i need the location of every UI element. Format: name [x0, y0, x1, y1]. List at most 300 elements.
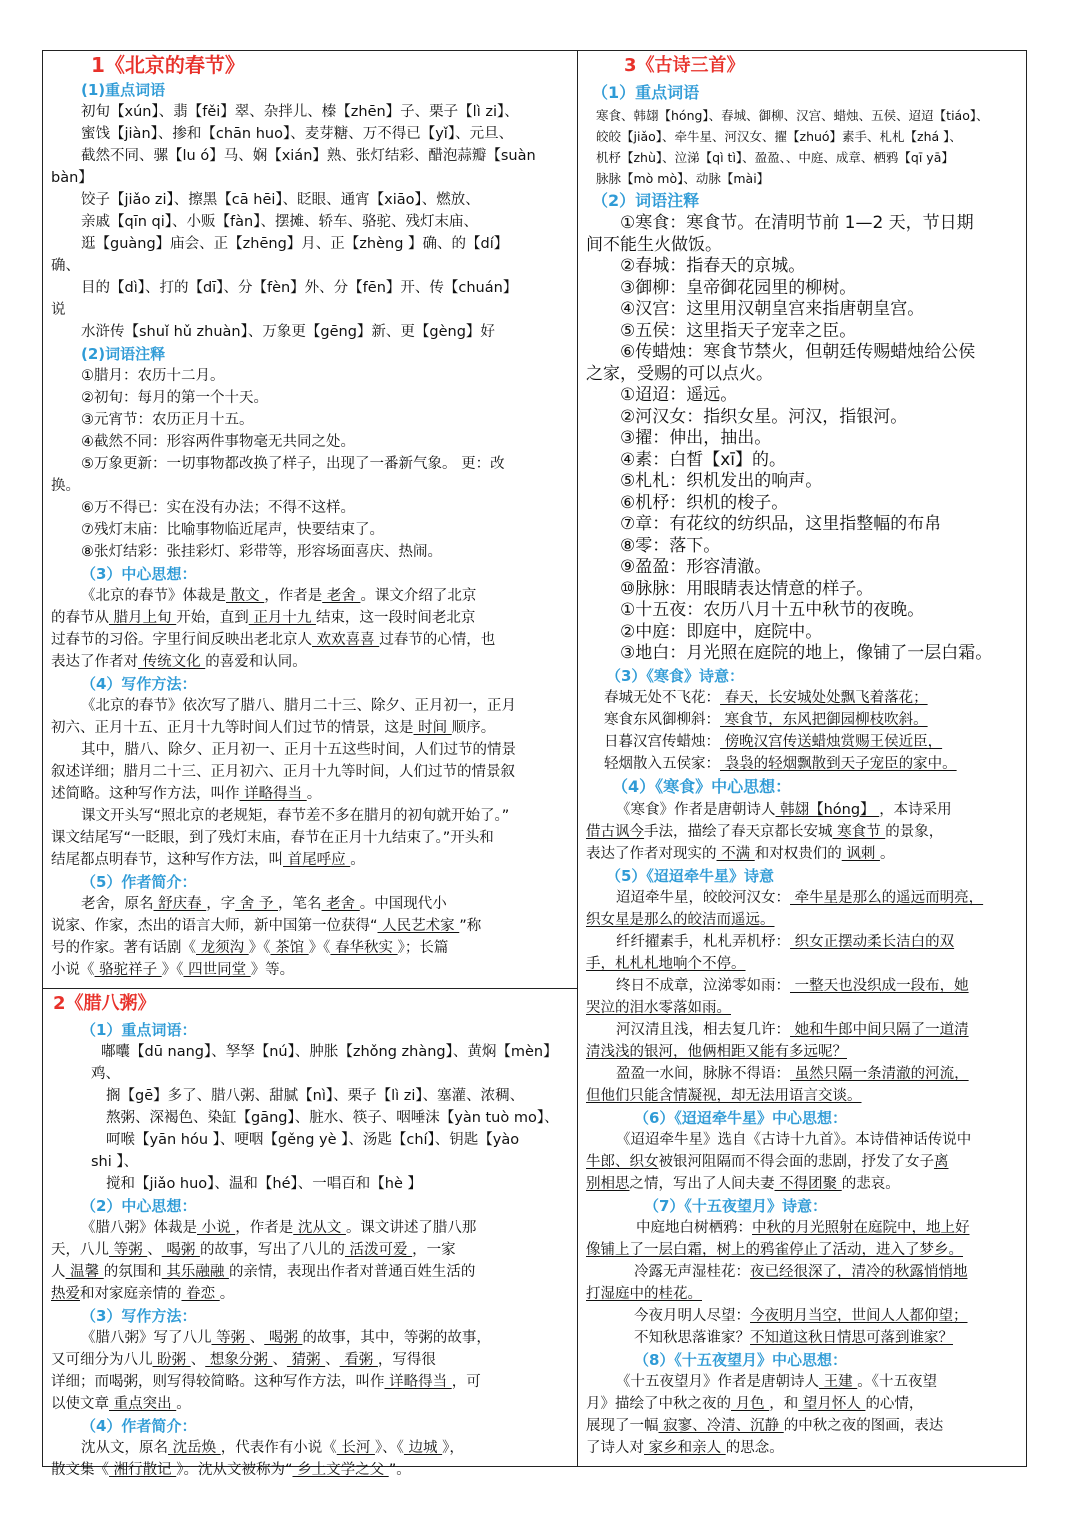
answer-blank: 今夜明月当空，世间人人都仰望； [750, 1307, 968, 1324]
answer-blank: 王建 [819, 1373, 858, 1390]
answer-blank: 织女星是那么的皎洁而遥远。 [586, 911, 775, 928]
lesson-1-vocab [51, 101, 571, 343]
center-line [51, 607, 571, 629]
poem-line [586, 1019, 1022, 1041]
text-segment: 、 [190, 1352, 206, 1368]
lesson-1-section [51, 53, 571, 983]
text-segment: 结束，这一段时间老北京 [315, 610, 476, 626]
vocab-line: 鸡、 [91, 1066, 120, 1082]
note-line: ②春城：指春天的京城。 [620, 256, 806, 276]
study-sheet [42, 50, 1027, 1478]
vocab-line: 机杼【zhù】、泣涕【qì tì】、盈盈、、中庭、成章、栖鸦【qī yā】 [596, 150, 954, 165]
text-segment: 的中秋之夜的图画，表达 [783, 1417, 944, 1434]
method-line [51, 695, 571, 717]
center-line [586, 1173, 1022, 1195]
note-line: ⑤五侯：这里指天子宠幸之臣。 [620, 320, 857, 341]
answer-blank: 看粥 [339, 1352, 378, 1368]
text-segment: 顺序。 [451, 720, 496, 736]
text-segment: 盈盈一水间，脉脉不得语： [616, 1065, 790, 1082]
poem-line [586, 709, 1022, 731]
text-segment: 、 [249, 1330, 265, 1346]
text-segment: 其中，腊八、除夕、正月初一、正月十五这些时间，人们过节的情景 [81, 742, 516, 758]
vocab-line: 呵喉【yān hóu 】、哽咽【gěng yè 】、汤匙【chí】、钥匙【yào [106, 1132, 520, 1148]
lesson-1-notes [51, 365, 571, 563]
lesson-1-vocab-heading: (1)重点词语 [81, 81, 166, 99]
note-line: ⑩脉脉：用眼睛表达情意的样子。 [620, 578, 874, 599]
lesson-1-author-intro [51, 893, 571, 981]
poem-line [586, 1041, 1022, 1063]
answer-blank: 清浅浅的银河，他俩相距又能有多远呢？ [586, 1043, 847, 1060]
center-line [586, 821, 1022, 843]
answer-blank: 牵牛星是那么的遥远而明亮， [790, 889, 984, 906]
text-segment: 的春节从 [51, 610, 109, 626]
text-segment: 《腊八粥》体裁是 [81, 1220, 197, 1236]
shiwu-poem-heading: （7）《十五夜望月》诗意： [644, 1196, 827, 1215]
answer-blank: 月色 [731, 1395, 770, 1412]
shiwu-center-idea [586, 1371, 1022, 1459]
text-segment: ，本诗采用 [879, 801, 952, 818]
answer-blank: 讽刺 [841, 845, 880, 862]
hanshi-center-idea [586, 799, 1022, 865]
text-segment: 、 [325, 1352, 340, 1368]
answer-blank: 正月十九 [248, 610, 316, 626]
lesson-3-notes [586, 213, 1022, 665]
text-segment: 冷露无声湿桂花： [634, 1263, 750, 1280]
lesson-3-notes-heading: （2）词语注释 [592, 191, 700, 210]
text-segment: 。 [219, 1286, 235, 1302]
text-segment: 纤纤擢素手，札札弄机杼： [616, 933, 790, 950]
lesson-2-center-idea [51, 1217, 571, 1305]
answer-blank: 不得团聚 [774, 1175, 842, 1192]
vocab-line: bàn】 [51, 170, 93, 186]
text-segment: 》。沈从文被称为“ [176, 1462, 293, 1478]
text-segment: 》， [442, 1440, 464, 1456]
tiaotiao-center-idea [586, 1129, 1022, 1195]
text-segment: 《腊八粥》写了八儿 [81, 1330, 212, 1346]
text-segment: 寒食东风御柳斜： [604, 711, 720, 728]
text-segment: 号的作家。著有话剧《 [51, 940, 196, 956]
shiwu-poem-meaning [586, 1217, 1022, 1349]
column-divider [577, 51, 578, 1466]
answer-blank: 寒食节 [832, 823, 886, 840]
text-segment: 课文结尾写“一眨眼，到了残灯末庙，春节在正月十九结束了。”开头和 [51, 830, 494, 846]
lesson-1-notes-heading: (2)词语注释 [81, 345, 166, 363]
note-line: ⑤万象更新：一切事物都改换了样子，出现了一番新气象。 更：改 [81, 456, 505, 472]
text-segment: 轻烟散入五侯家： [604, 755, 720, 772]
answer-blank: 袅袅的轻烟飘散到天子宠臣的家中。 [720, 755, 957, 772]
text-segment: 被银河阻隔而不得会面的悲剧，抒发了女子 [658, 1153, 934, 1170]
vocab-line: 脉脉【mò mò】、动脉【mài】 [596, 171, 770, 186]
text-segment: ”。 [388, 1462, 411, 1478]
text-segment: 中庭地白树栖鸦： [636, 1219, 752, 1236]
note-line: 换。 [51, 478, 80, 494]
answer-blank: 但他们只能含情凝视，却无法用语言交谈。 [586, 1087, 862, 1104]
text-segment: ”称 [459, 918, 482, 934]
center-line [51, 1239, 571, 1261]
center-line [51, 629, 571, 651]
answer-blank: 茶馆 [270, 940, 309, 956]
poem-line [586, 931, 1022, 953]
poem-line [586, 975, 1022, 997]
answer-blank: 像铺上了一层白霜，树上的鸦雀停止了活动，进入了梦乡。 [586, 1241, 963, 1258]
center-line [51, 651, 571, 673]
text-segment: 春城无处不飞花： [604, 689, 720, 706]
answer-blank: 盼粥 [152, 1352, 191, 1368]
answer-blank: 舍 予 [235, 896, 279, 912]
tiaotiao-center-heading: （6）《迢迢牵牛星》中心思想： [634, 1108, 847, 1127]
answer-blank: 春天，长安城处处飘飞着落花； [720, 689, 928, 706]
center-line [586, 1437, 1022, 1459]
note-line: ⑦章：有花纹的纺织品，这里指整幅的布帛 [620, 514, 942, 534]
note-line: ②中庭：即庭中，庭院中。 [620, 621, 823, 642]
text-segment: 》等。 [250, 962, 295, 978]
answer-blank: 想象分粥 [205, 1352, 273, 1368]
vocab-line: 初旬【xún】、翡【fěi】翠、杂拌儿、榛【zhēn】子、栗子【lì zi】、 [81, 104, 519, 120]
answer-blank: 织女正摆动柔长洁白的双 [790, 933, 955, 950]
text-segment: 和对权贵们的 [754, 845, 842, 862]
answer-blank: 望月怀人 [798, 1395, 866, 1412]
answer-blank: 不知道这秋日情思可落到谁家？ [750, 1329, 953, 1346]
lesson-1-method-heading: （4）写作方法： [81, 675, 197, 693]
text-segment: 》、《 [374, 1440, 404, 1456]
answer-blank: 她和牛郎中间只隔了一道清 [790, 1021, 969, 1038]
text-segment: 的心情， [865, 1395, 924, 1412]
text-segment: 和对家庭亲情的 [80, 1286, 182, 1302]
center-line [586, 1371, 1022, 1393]
center-line [586, 1129, 1022, 1151]
vocab-line: 说 [51, 302, 66, 318]
vocab-line: 截然不同、骡【lu ó】马、娴【xián】熟、张灯结彩、醋泡蒜瓣【suàn [81, 148, 536, 164]
answer-blank: 夜已经很深了，清冷的秋露悄悄地 [750, 1263, 968, 1280]
note-line: ⑤札札：织机发出的响声。 [620, 471, 823, 491]
lesson-3-vocab-heading: （1）重点词语 [592, 83, 700, 102]
answer-blank: 重点突出 [109, 1396, 177, 1412]
answer-blank: 虽然只隔一条清澈的河流， [790, 1065, 969, 1082]
answer-blank: 牛郎、织女 [586, 1153, 659, 1170]
text-segment: 人 [51, 1264, 66, 1280]
text-segment: 。 [176, 1396, 191, 1412]
answer-blank: 等粥 [211, 1330, 250, 1346]
poem-line [586, 909, 1022, 931]
text-segment: 表达了作者对 [51, 654, 138, 670]
method-line [51, 805, 571, 827]
answer-blank: 傍晚汉宫传送蜡烛赏赐王侯近臣， [720, 733, 943, 750]
text-segment: 开始，直到 [176, 610, 249, 626]
center-line [51, 1283, 571, 1305]
method-line [51, 1327, 571, 1349]
text-segment: 的景象， [885, 823, 944, 840]
text-segment: 日暮汉宫传蜡烛： [604, 733, 720, 750]
answer-blank: 小说 [197, 1220, 236, 1236]
text-segment: 。课文讲述了腊八那 [345, 1220, 477, 1236]
answer-blank: 沈从文 [293, 1220, 346, 1236]
center-line [586, 799, 1022, 821]
answer-blank: 等粥 [109, 1242, 148, 1258]
text-segment: 、 [272, 1352, 287, 1368]
poem-line [586, 1085, 1022, 1107]
answer-blank: 老舍 [321, 896, 360, 912]
text-segment: 。中国现代小 [359, 896, 447, 912]
method-line [51, 1393, 571, 1415]
text-segment: 了诗人对 [586, 1439, 644, 1456]
note-line: ①腊月：农历十二月。 [81, 368, 225, 384]
answer-blank: 一整天也没织成一段布，她 [790, 977, 969, 994]
answer-blank: 哭泣的泪水零落如雨。 [586, 999, 731, 1016]
note-line: ③地白：月光照在庭院的地上，像铺了一层白霜。 [620, 643, 993, 663]
note-line: ③擢：伸出，抽出。 [620, 428, 772, 448]
answer-blank: 眷恋 [181, 1286, 220, 1302]
text-segment: 表达了作者对现实的 [586, 845, 717, 862]
lesson-1-title: 1《北京的春节》 [91, 53, 245, 77]
vocab-line: 目的【dì】、打的【dī】、分【fèn】外、分【fēn】开、传【chuán】 [81, 280, 518, 296]
answer-blank: 手，札札札地响个不停。 [586, 955, 746, 972]
text-segment: 《北京的春节》依次写了腊八、腊月二十三、除夕、正月初一，正月 [81, 698, 516, 714]
answer-blank: 沈岳焕 [168, 1440, 221, 1456]
answer-blank: 别相思 [586, 1175, 630, 1192]
text-segment: 迢迢牵牛星，皎皎河汉女： [616, 889, 790, 906]
note-line: ④素：白皙【xī】的。 [620, 449, 787, 470]
author-line [51, 1459, 571, 1481]
answer-blank: 传统文化 [138, 654, 206, 670]
answer-blank: 其乐融融 [161, 1264, 229, 1280]
poem-line [586, 1327, 1022, 1349]
text-segment: 初六、正月十五、正月十九等时间人们过节的情景，这是 [51, 720, 414, 736]
vocab-line: 饺子【jiǎo zi】、擦黑【cā hēi】、眨眼、通宵【xiāo】、燃放、 [81, 192, 480, 208]
center-line [51, 1261, 571, 1283]
text-segment: 展现了一幅 [586, 1417, 659, 1434]
text-segment: 》；长篇 [397, 940, 449, 956]
text-segment: 的亲情，表现出作者对普通百姓生活的 [228, 1264, 476, 1280]
poem-line [586, 753, 1022, 775]
vocab-line: 蜜饯【jiàn】、掺和【chān huo】、麦芽糖、万不得已【yǐ】、元旦、 [81, 126, 514, 142]
vocab-line: 嘟囔【dū nang】、孥孥【nú】、肿胀【zhǒng zhàng】、黄焖【mèn】 [101, 1044, 558, 1060]
answer-blank: 散文 [226, 588, 265, 604]
answer-blank: 欢欢喜喜 [312, 632, 380, 648]
method-line [51, 1349, 571, 1371]
method-line [51, 1371, 571, 1393]
text-segment: 的喜爱和认同。 [205, 654, 307, 670]
lesson-2-method-heading: （3）写作方法： [81, 1307, 197, 1325]
answer-blank: 韩翃【hóng】 [775, 801, 880, 818]
text-segment: 又可细分为八儿 [51, 1352, 153, 1368]
center-line [586, 1415, 1022, 1437]
text-segment: 。 [879, 845, 895, 862]
section-divider [43, 988, 577, 989]
text-segment: 散文集《 [51, 1462, 109, 1478]
hanshi-poem-heading: （3）《寒食》诗意： [606, 666, 744, 685]
lesson-3-title: 3《古诗三首》 [624, 55, 745, 76]
text-segment: 以使文章 [51, 1396, 109, 1412]
note-line: 之家，受赐的可以点火。 [586, 363, 773, 384]
center-line [51, 585, 571, 607]
lesson-2-author-heading: （4）作者简介： [81, 1417, 197, 1435]
text-segment: 、 [147, 1242, 162, 1258]
text-segment: 。 [306, 786, 322, 802]
text-segment: 的故事，其中，等粥的故事， [302, 1330, 491, 1346]
note-line: ③御柳：皇帝御花园里的柳树。 [620, 277, 857, 298]
text-segment: 结尾都点明春节，这种写作方法，叫 [51, 852, 283, 868]
text-segment: 》《 [161, 962, 184, 978]
vocab-line: 亲戚【qīn qi】、小贩【fàn】、摆摊、轿车、骆驼、残灯末庙、 [81, 214, 478, 230]
shiwu-center-heading: （8）《十五夜望月》中心思想： [634, 1350, 847, 1369]
lesson-2-writing-method [51, 1327, 571, 1415]
text-segment: 河汉清且浅，相去复几许： [616, 1021, 790, 1038]
poem-line [586, 731, 1022, 753]
lesson-1-writing-method [51, 695, 571, 871]
text-segment: ，作者是 [264, 588, 323, 604]
note-line: ⑥传蜡烛：寒食节禁火，但朝廷传赐蜡烛给公侯 [620, 342, 976, 362]
text-segment: ，一家 [412, 1242, 456, 1258]
text-segment: 过春节的习俗。字里行间反映出老北京人 [51, 632, 312, 648]
text-segment: 》《 [308, 940, 331, 956]
method-line [51, 827, 571, 849]
answer-blank: 首尾呼应 [283, 852, 351, 868]
vocab-line: 逛【guàng】庙会、正【zhēng】月、正【zhèng 】确、的【dí】 [81, 236, 509, 252]
text-segment: 叙述详细；腊月二十三、正月初六、正月十九等时间，人们过节的情景叙 [51, 764, 515, 780]
lesson-3-vocab [586, 105, 1022, 189]
answer-blank: 喝粥 [264, 1330, 303, 1346]
text-segment: 》《 [248, 940, 271, 956]
lesson-2-center-heading: （2）中心思想： [81, 1197, 197, 1215]
answer-blank: 详略得当 [239, 786, 307, 802]
answer-blank: 龙须沟 [196, 940, 249, 956]
answer-blank: 骆驼祥子 [94, 962, 162, 978]
note-line: ①寒食：寒食节。在清明节前 1—2 天，节日期 [620, 213, 974, 233]
vocab-line: 熬粥、深褐色、染缸【gāng】、脏水、筷子、咽唾沫【yàn tuò mo】、 [106, 1110, 559, 1126]
text-segment: ，写得很 [377, 1352, 436, 1368]
text-segment: 过春节的心情，也 [379, 632, 496, 648]
text-segment: ，字 [206, 896, 236, 912]
answer-blank: 湘行散记 [109, 1462, 177, 1478]
poem-line [586, 1239, 1022, 1261]
text-segment: 不知秋思落谁家？ [634, 1329, 750, 1346]
text-segment: 小说《 [51, 962, 95, 978]
poem-line [586, 1063, 1022, 1085]
lesson-2-author-intro [51, 1437, 571, 1481]
method-line [51, 739, 571, 761]
text-segment: 详细；而喝粥，则写得较简略。这种写作方法，叫作 [51, 1374, 385, 1390]
poem-line [586, 1261, 1022, 1283]
note-line: ⑦残灯末庙：比喻事物临近尾声，快要结束了。 [81, 522, 384, 538]
answer-blank: 不满 [716, 845, 755, 862]
text-segment: 。《十五夜望 [857, 1373, 937, 1390]
poem-line [586, 687, 1022, 709]
answer-blank: 人民艺术家 [377, 918, 460, 934]
method-line [51, 761, 571, 783]
text-segment: 沈从文，原名 [81, 1440, 168, 1456]
note-line: ④汉宫：这里用汉朝皇宫来指唐朝皇宫。 [620, 299, 925, 319]
text-segment: 的悲哀。 [841, 1175, 900, 1192]
answer-blank: 舒庆春 [153, 896, 207, 912]
lesson-2-title: 2《腊八粥》 [53, 993, 156, 1014]
center-line [51, 1217, 571, 1239]
center-line [586, 843, 1022, 865]
answer-blank: 离 [934, 1153, 949, 1170]
text-segment: 《十五夜望月》作者是唐朝诗人 [616, 1373, 819, 1390]
text-segment: 《迢迢牵牛星》选自《古诗十九首》。本诗借神话传说中 [616, 1131, 972, 1148]
answer-blank: 活泼可爱 [344, 1242, 413, 1258]
poem-line [586, 953, 1022, 975]
tiaotiao-poem-meaning [586, 887, 1022, 1107]
text-segment: ，笔名 [278, 896, 322, 912]
center-line [586, 1151, 1022, 1173]
text-segment: 课文开头写“照北京的老规矩，春节差不多在腊月的初旬就开始了。” [81, 808, 510, 824]
answer-blank: 家乡和亲人 [644, 1439, 726, 1456]
answer-blank: 长河 [336, 1440, 375, 1456]
note-line: 间不能生火做饭。 [586, 234, 722, 255]
note-line: ⑨盈盈：形容清澈。 [620, 557, 772, 577]
note-line: ④截然不同：形容两件事物毫无共同之处。 [81, 434, 355, 450]
lesson-3-section [586, 53, 1022, 1465]
author-line [51, 915, 571, 937]
answer-blank: 老舍 [322, 588, 361, 604]
note-line: ②河汉女：指织女星。河汉，指银河。 [620, 406, 908, 427]
answer-blank: 猜粥 [286, 1352, 326, 1368]
text-segment: 《寒食》作者是唐朝诗人 [616, 801, 776, 818]
poem-line [586, 1305, 1022, 1327]
answer-blank: 春华秋实 [330, 940, 398, 956]
text-segment: 月》描绘了中秋之夜的 [586, 1395, 731, 1412]
poem-line [586, 1283, 1022, 1305]
note-line: ⑥万不得已：实在没有办法；不得不这样。 [81, 500, 355, 516]
vocab-line: shi 】、 [91, 1154, 139, 1170]
text-segment: 手法，描绘了春天京都长安城 [644, 823, 833, 840]
text-segment: ，和 [769, 1395, 799, 1412]
text-segment: 老舍，原名 [81, 896, 154, 912]
author-line [51, 1437, 571, 1459]
hanshi-poem-meaning [586, 687, 1022, 775]
answer-blank: 腊月上旬 [109, 610, 177, 626]
answer-blank: 中秋的月光照射在庭院中，地上好 [752, 1219, 970, 1236]
vocab-line: 确、 [51, 258, 80, 274]
poem-line [586, 1217, 1022, 1239]
poem-line [586, 997, 1022, 1019]
text-segment: 的思念。 [725, 1439, 784, 1456]
hanshi-center-heading: （4）《寒食》中心思想： [612, 776, 792, 796]
answer-blank: 边城 [403, 1440, 443, 1456]
text-segment: ，作者是 [235, 1220, 294, 1236]
text-segment: 《北京的春节》体裁是 [81, 588, 226, 604]
author-line [51, 937, 571, 959]
text-segment: 天，八儿 [51, 1242, 109, 1258]
text-segment: 。 [350, 852, 365, 868]
text-segment: 。课文介绍了北京 [360, 588, 477, 604]
note-line: ①十五夜：农历八月十五中秋节的夜晚。 [620, 600, 925, 620]
vocab-line: 搁【gē】多了、腊八粥、甜腻【nì】、栗子【lì zi】、塞灌、浓稠、 [106, 1088, 525, 1104]
vocab-line: 皎皎【jiǎo】、牵牛星、河汉女、擢【zhuó】素手、札札【zhá 】、 [596, 129, 962, 144]
answer-blank: 时间 [413, 720, 452, 736]
lesson-2-section [51, 991, 571, 1478]
answer-blank: 打湿庭中的桂花。 [586, 1285, 702, 1302]
text-segment: 说家、作家，杰出的语言大师，新中国第一位获得“ [51, 918, 378, 934]
text-segment: 述简略。这种写作方法，叫作 [51, 786, 240, 802]
answer-blank: 详略得当 [384, 1374, 452, 1390]
vocab-line: 水浒传【shuǐ hǔ zhuàn】、万象更【gēng】新、更【gèng】好 [81, 324, 495, 340]
tiaotiao-poem-heading: （5）《迢迢牵牛星》诗意 [606, 866, 774, 885]
text-segment: 之情，写出了人间夫妻 [629, 1175, 775, 1192]
note-line: ⑧零：落下。 [620, 535, 721, 556]
center-line [586, 1393, 1022, 1415]
vocab-line: 搅和【jiǎo huo】、温和【hé】、一唱百和【hè 】 [106, 1176, 423, 1192]
lesson-2-vocab-heading: （1）重点词语： [81, 1021, 197, 1039]
answer-blank: 乡土文学之父 [292, 1462, 389, 1478]
answer-blank: 温馨 [65, 1264, 104, 1280]
text-segment: 的氛围和 [103, 1264, 162, 1280]
lesson-1-author-heading: （5）作者简介： [81, 873, 197, 891]
note-line: ⑥机杼：织机的梭子。 [620, 492, 789, 513]
text-segment: ，可 [451, 1374, 481, 1390]
note-line: ③元宵节：农历正月十五。 [81, 412, 254, 428]
